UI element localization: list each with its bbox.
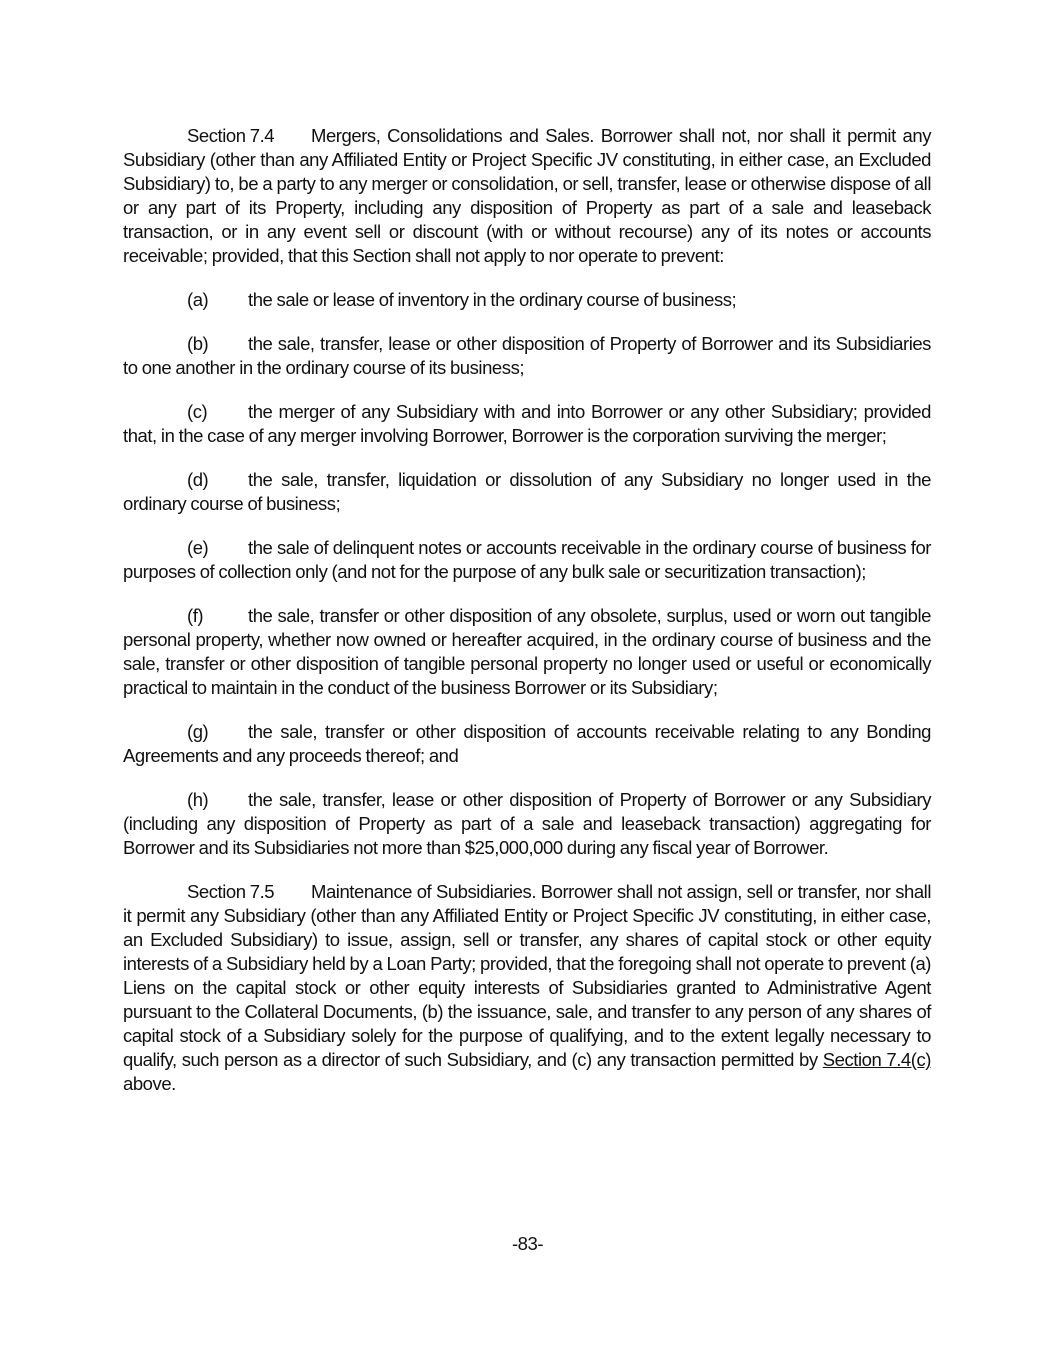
clause-e-label: (e) xyxy=(187,537,209,558)
clause-d xyxy=(123,468,931,516)
clause-d-text: the sale, transfer, liquidation or dissolution of any Subsidiary no longer used in the ordinary course of business; xyxy=(123,469,931,514)
section-7-5-paragraph xyxy=(123,880,931,1096)
clause-e xyxy=(123,536,931,584)
clause-g-label: (g) xyxy=(187,721,209,742)
clause-a-text: the sale or lease of inventory in the ordinary course of business; xyxy=(248,289,737,310)
clause-f xyxy=(123,604,931,700)
page-number: -83- xyxy=(511,1233,544,1254)
clause-g-text: the sale, transfer or other disposition of accounts receivable relating to any Bonding Agreements and any proceeds thereof; and xyxy=(123,721,931,766)
clause-g xyxy=(123,720,931,768)
clause-h-label: (h) xyxy=(187,789,209,810)
section-7-5-number: Section 7.5 xyxy=(187,881,275,902)
section-7-5-body: Maintenance of Subsidiaries. Borrower shall not assign, sell or transfer, nor shall it permit any Subsidiary (other than any Affiliated Entity or Project Specific JV constituting, in either case, an Excluded Subsidiary) to issue, assign, sell or transfer, any shares of capital stock or other equity interests of a Subsidiary held by a Loan Party; provided, that the foregoing shall not operate to prevent (a) Liens on the capital stock or other equity interests of Subsidiaries granted to Administrative Agent pursuant to the Collateral Documents, (b) the issuance, sale, and transfer to any person of any shares of capital stock of a Subsidiary solely for the purpose of qualifying, and to the extent legally necessary to qualify, such person as a director of such Subsidiary, and (c) any transaction permitted by xyxy=(123,881,931,1070)
clause-d-label: (d) xyxy=(187,469,209,490)
section-7-4-body: Mergers, Consolidations and Sales. Borrower shall not, nor shall it permit any Subsidiary (other than any Affiliated Entity or Project Specific JV constituting, in either case, an Excluded Subsidiary) to, be a party to any merger or consolidation, or sell, transfer, lease or otherwise dispose of all or any part of its Property, including any disposition of Property as part of a sale and leaseback transaction, or in any event sell or discount (with or without recourse) any of its notes or accounts receivable; provided, that this Section shall not apply to nor operate to prevent: xyxy=(123,125,931,266)
clause-c-text: the merger of any Subsidiary with and into Borrower or any other Subsidiary; provided that, in the case of any merger involving Borrower, Borrower is the corporation surviving the merger; xyxy=(123,401,931,446)
clause-c-label: (c) xyxy=(187,401,208,422)
clause-h-text: the sale, transfer, lease or other disposition of Property of Borrower or any Subsidiary (including any disposition of Property as part of a sale and leaseback transaction) aggregating for Borrower and its Subsidiaries not more than $25,000,000 during any fiscal year of Borrower. xyxy=(123,789,931,858)
clause-e-text: the sale of delinquent notes or accounts receivable in the ordinary course of business for purposes of collection only (and not for the purpose of any bulk sale or securitization transaction); xyxy=(123,537,931,582)
section-7-4c-reference-link[interactable]: Section 7.4(c) xyxy=(822,1049,931,1070)
clause-c xyxy=(123,400,931,448)
document-page xyxy=(123,124,931,1116)
clause-h xyxy=(123,788,931,860)
section-7-4-paragraph xyxy=(123,124,931,268)
section-7-5-tail: above. xyxy=(123,1073,176,1094)
clause-f-label: (f) xyxy=(187,605,204,626)
clause-b xyxy=(123,332,931,380)
clause-a xyxy=(123,288,931,312)
clause-f-text: the sale, transfer or other disposition of any obsolete, surplus, used or worn out tangible personal property, whether now owned or hereafter acquired, in the ordinary course of business and the sale, transfer or other disposition of tangible personal property no longer used or useful or economically practical to maintain in the conduct of the business Borrower or its Subsidiary; xyxy=(123,605,931,698)
clause-b-label: (b) xyxy=(187,333,209,354)
section-7-4-number: Section 7.4 xyxy=(187,125,275,146)
clause-a-label: (a) xyxy=(187,289,209,310)
clause-b-text: the sale, transfer, lease or other disposition of Property of Borrower and its Subsidiaries to one another in the ordinary course of its business; xyxy=(123,333,931,378)
